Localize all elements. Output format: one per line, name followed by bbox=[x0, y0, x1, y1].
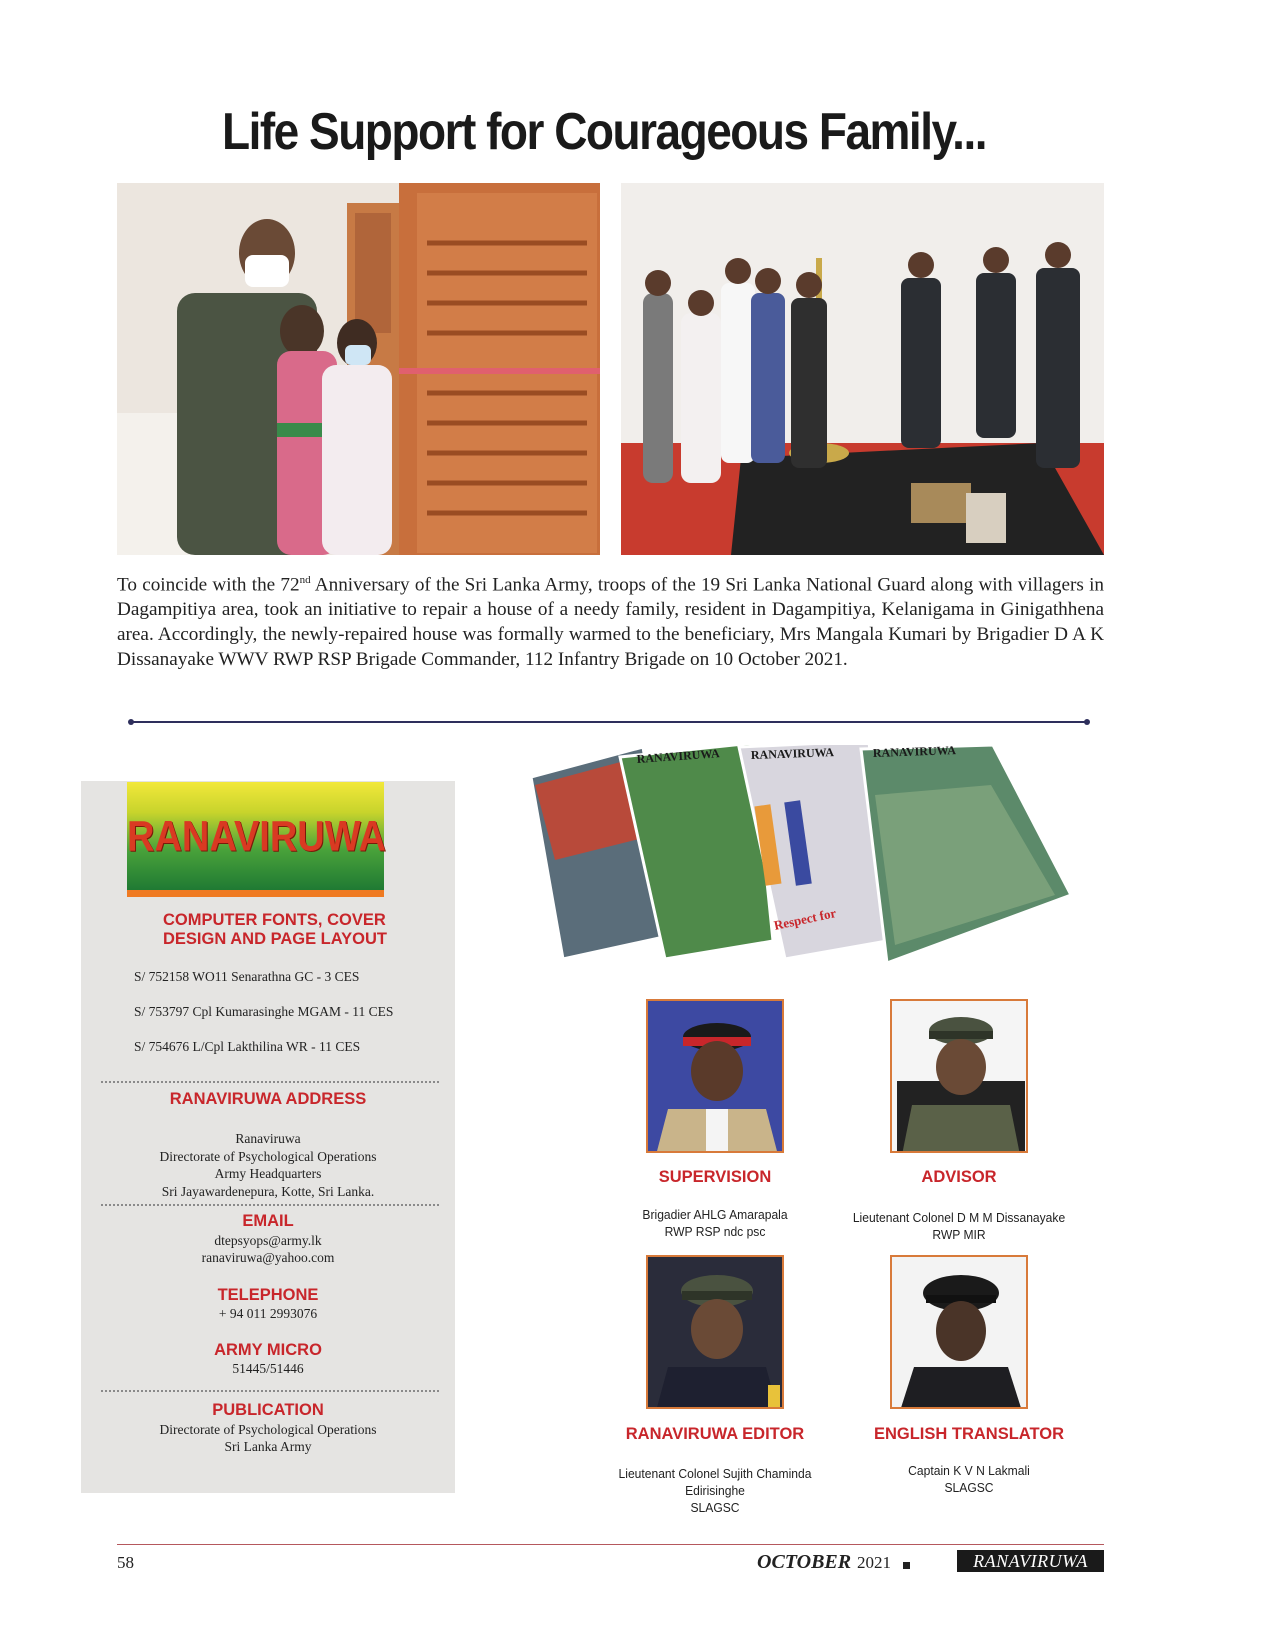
publication-line: Directorate of Psychological Operations bbox=[159, 1422, 377, 1437]
address-line: Ranaviruwa bbox=[235, 1131, 301, 1146]
role-advisor: ADVISOR bbox=[921, 1168, 997, 1186]
advisor-name-line1: Lieutenant Colonel D M M Dissanayake bbox=[852, 1210, 1066, 1225]
email-address: ranaviruwa@yahoo.com bbox=[201, 1250, 335, 1265]
photo-house-handover bbox=[117, 183, 600, 555]
footer-month: OCTOBER bbox=[757, 1551, 852, 1573]
staff-line: S/ 753797 Cpl Kumarasinghe MGAM - 11 CES bbox=[134, 1004, 394, 1019]
role-translator: ENGLISH TRANSLATOR bbox=[873, 1425, 1065, 1443]
editor-name bbox=[608, 1465, 822, 1516]
role-editor: RANAVIRUWA EDITOR bbox=[625, 1425, 805, 1443]
magazine-covers bbox=[515, 745, 1105, 970]
editor-name-line2: Edirisinghe bbox=[685, 1483, 745, 1498]
dotted-separator bbox=[101, 1081, 439, 1083]
portrait-supervision bbox=[646, 999, 784, 1153]
translator-name-line2: SLAGSC bbox=[944, 1480, 994, 1495]
photo-oil-lamp-lighting bbox=[621, 183, 1104, 555]
portrait-editor bbox=[646, 1255, 784, 1409]
address-line: Army Headquarters bbox=[214, 1166, 322, 1181]
editor-name-line1: Lieutenant Colonel Sujith Chaminda bbox=[618, 1466, 812, 1481]
ordinal-suffix: nd bbox=[299, 574, 311, 586]
translator-name-line1: Captain K V N Lakmali bbox=[908, 1463, 1030, 1478]
dotted-separator bbox=[101, 1390, 439, 1392]
advisor-name bbox=[845, 1209, 1074, 1243]
email-heading: EMAIL bbox=[242, 1212, 294, 1230]
footer-year: 2021 bbox=[857, 1553, 891, 1572]
article-title: Life Support for Courageous Family... bbox=[221, 101, 987, 161]
publication-line: Sri Lanka Army bbox=[224, 1439, 312, 1454]
staff-line: S/ 754676 L/Cpl Lakthilina WR - 11 CES bbox=[134, 1039, 361, 1054]
portrait-editor-illustration bbox=[648, 1257, 784, 1409]
supervisor-name bbox=[608, 1206, 822, 1240]
magazine-cover-caption: Respect for bbox=[772, 905, 838, 933]
article-body-part1: To coincide with the 72 bbox=[117, 574, 300, 596]
section-divider bbox=[131, 721, 1087, 723]
address-block bbox=[81, 1130, 455, 1200]
footer-square-bullet bbox=[903, 1562, 910, 1569]
footer-rule bbox=[117, 1544, 1104, 1545]
footer-brand: RANAVIRUWA bbox=[957, 1550, 1104, 1572]
advisor-name-line2: RWP MIR bbox=[932, 1227, 986, 1242]
fonts-design-heading-line1: COMPUTER FONTS, COVER bbox=[163, 911, 386, 929]
article-body bbox=[117, 568, 1104, 672]
portrait-supervision-illustration bbox=[648, 1001, 784, 1153]
magazine-masthead: RANAVIRUWA bbox=[750, 745, 835, 762]
publication-heading: PUBLICATION bbox=[212, 1401, 324, 1419]
army-micro-heading: ARMY MICRO bbox=[214, 1341, 322, 1359]
supervisor-name-line2: RWP RSP ndc psc bbox=[664, 1224, 766, 1239]
portrait-advisor bbox=[890, 999, 1028, 1153]
photo-oil-lamp-lighting-illustration bbox=[621, 183, 1104, 555]
publication-block bbox=[81, 1421, 455, 1455]
portrait-advisor-illustration bbox=[892, 1001, 1028, 1153]
portrait-translator bbox=[890, 1255, 1028, 1409]
address-line: Sri Jayawardenepura, Kotte, Sri Lanka. bbox=[161, 1183, 375, 1199]
editor-name-line3: SLAGSC bbox=[690, 1500, 740, 1515]
email-block bbox=[81, 1232, 455, 1266]
address-heading: RANAVIRUWA ADDRESS bbox=[169, 1090, 367, 1108]
magazine-covers-illustration bbox=[515, 745, 1105, 970]
email-address: dtepsyops@army.lk bbox=[214, 1233, 322, 1248]
telephone-number: + 94 011 2993076 bbox=[218, 1306, 318, 1321]
role-supervision: SUPERVISION bbox=[658, 1168, 772, 1186]
translator-name bbox=[855, 1462, 1084, 1496]
staff-line: S/ 752158 WO11 Senarathna GC - 3 CES bbox=[134, 969, 360, 984]
photo-house-handover-illustration bbox=[117, 183, 600, 555]
logo-text: RANAVIRUWA bbox=[127, 813, 386, 861]
address-line: Directorate of Psychological Operations bbox=[159, 1148, 377, 1164]
fonts-design-heading-line2: DESIGN AND PAGE LAYOUT bbox=[163, 930, 387, 948]
portrait-translator-illustration bbox=[892, 1257, 1028, 1409]
telephone-heading: TELEPHONE bbox=[217, 1286, 319, 1304]
magazine-masthead: RANAVIRUWA bbox=[636, 746, 721, 766]
dotted-separator bbox=[101, 1204, 439, 1206]
ranaviruwa-logo bbox=[127, 782, 384, 897]
page-number: 58 bbox=[117, 1553, 134, 1572]
supervisor-name-line1: Brigadier AHLG Amarapala bbox=[642, 1207, 788, 1222]
fonts-design-heading bbox=[163, 911, 413, 949]
article-body-part2: Anniversary of the Sri Lanka Army, troops of the 19 Sri Lanka National Guard along with villagers in Dagampitiya area, took an initiative to repair a house of a needy family, resident in Dagampitiya, Kelanigama in Ginigathhena area. Accordingly, the newly-repaired house was formally warmed to the beneficiary, Mrs Mangala Kumari by Brigadier D A K Dissanayake WWV RWP RSP Brigade Commander, 112 Infantry Brigade on 10 October 2021. bbox=[117, 574, 1104, 671]
army-micro-number: 51445/51446 bbox=[232, 1361, 304, 1376]
magazine-masthead: RANAVIRUWA bbox=[872, 745, 957, 760]
